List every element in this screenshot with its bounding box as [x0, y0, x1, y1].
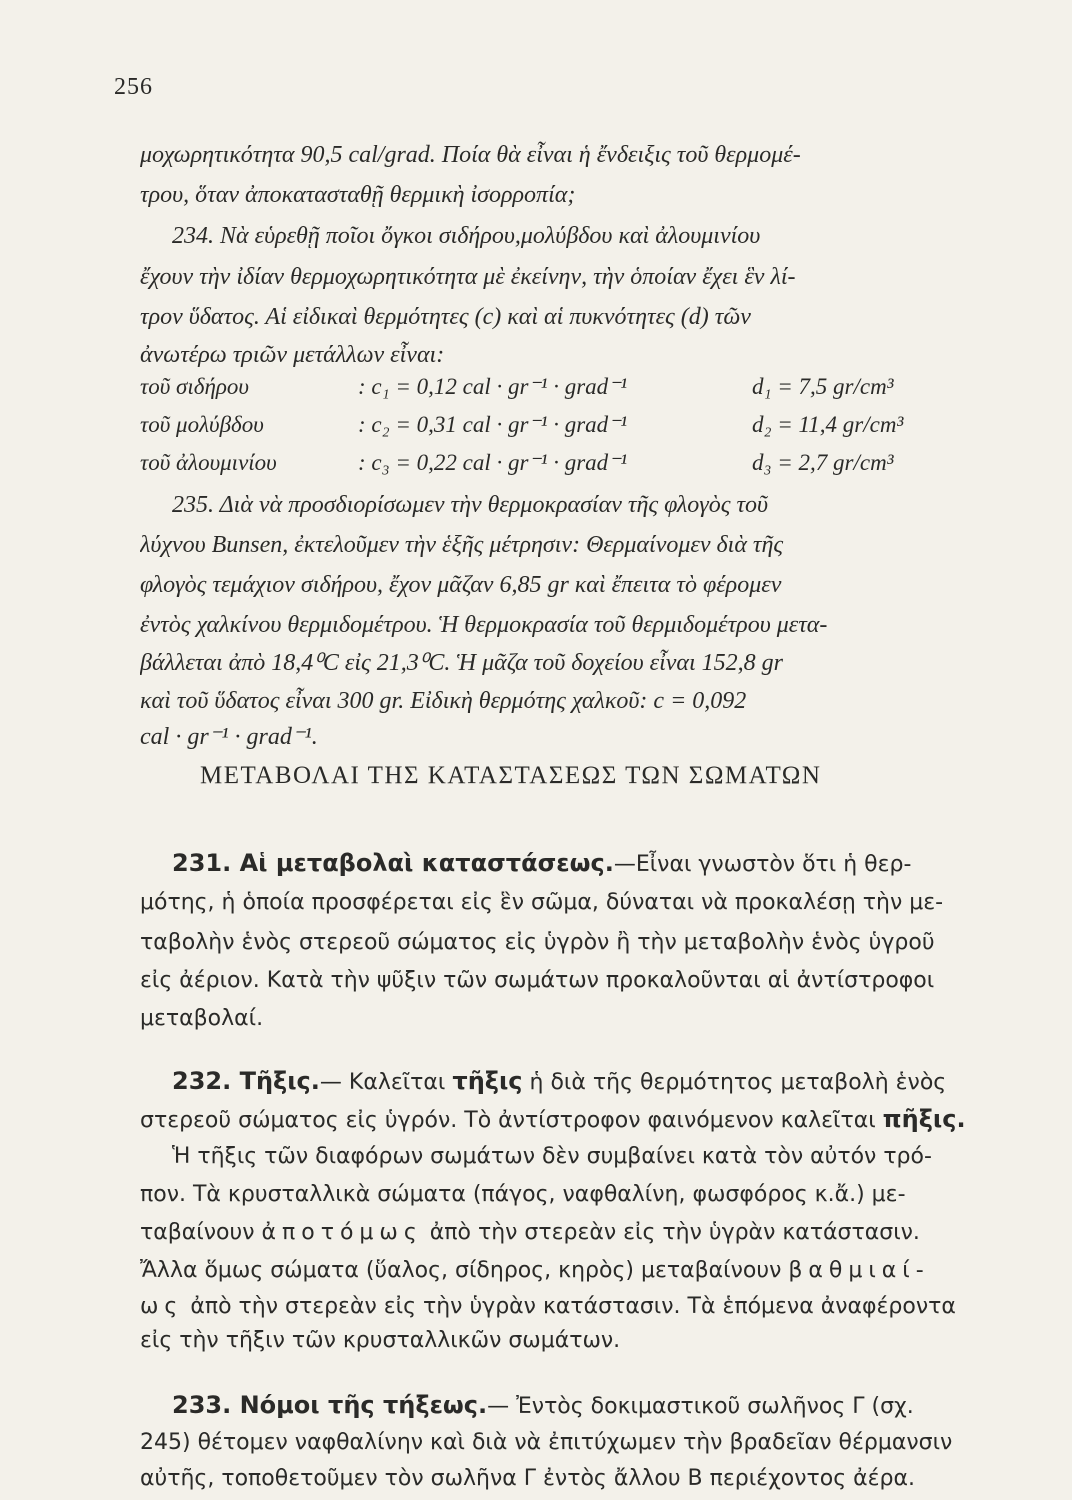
section-line: ταβαίνουν ἀποτόμως ἀπὸ τὴν στερεὰν εἰς τὴν ὑγρὰν κατάστασιν.: [140, 1220, 920, 1245]
section-233-first-line: 233. Νόμοι τῆς τήξεως.— Ἐντὸς δοκιμαστικοῦ σωλῆνος Γ (σχ.: [172, 1391, 914, 1419]
section-line: μότης, ἡ ὁποία προσφέρεται εἰς ἓν σῶμα, δύναται νὰ προκαλέσῃ τὴν με-: [140, 890, 944, 915]
section-231-first-line: [172, 848, 1030, 880]
page-number: 256: [114, 74, 153, 100]
problem-line: ἀνωτέρω τριῶν μετάλλων εἶναι:: [140, 342, 445, 368]
problem-line: βάλλεται ἀπὸ 18,4⁰C εἰς 21,3⁰C. Ἡ μᾶζα τοῦ δοχείου εἶναι 152,8 gr: [140, 650, 784, 676]
problem-235-start: 235. Διὰ νὰ προσδιορίσωμεν τὴν θερμοκρασίαν τῆς φλογὸς τοῦ: [172, 492, 769, 518]
problem-line: ἐντὸς χαλκίνου θερμιδομέτρου. Ἡ θερμοκρασία τοῦ θερμιδομέτρου μετα-: [140, 612, 828, 638]
problem-line: τρον ὕδατος. Αἱ εἰδικαὶ θερμότητες (c) καὶ αἱ πυκνότητες (d) τῶν: [140, 304, 751, 330]
metal-name: τοῦ μολύβδου: [140, 412, 264, 437]
section-232-title: 232. Τῆξις.: [172, 1067, 320, 1095]
problem-line: καὶ τοῦ ὕδατος εἶναι 300 gr. Εἰδικὴ θερμότης χαλκοῦ: c = 0,092: [140, 688, 747, 714]
section-233-title: 233. Νόμοι τῆς τήξεως.: [172, 1391, 488, 1419]
section-231-text: —Εἶναι γνωστὸν ὅτι ἡ θερ-: [613, 852, 912, 877]
problem-line: μοχωρητικότητα 90,5 cal/grad. Ποία θὰ εἶναι ἡ ἔνδειξις τοῦ θερμομέ-: [140, 142, 801, 168]
term-pixis: πῆξις.: [882, 1105, 966, 1133]
metal-density: d₂ = 11,4 gr/cm³: [752, 412, 904, 437]
problem-line: cal · gr⁻¹ · grad⁻¹.: [140, 724, 318, 750]
problem-234-start: 234. Νὰ εὑρεθῇ ποῖοι ὄγκοι σιδήρου,μολύβδου καὶ ἀλουμινίου: [172, 223, 761, 249]
section-line: ως ἀπὸ τὴν στερεὰν εἰς τὴν ὑγρὰν κατάστασιν. Τὰ ἑπόμενα ἀναφέροντα: [140, 1294, 956, 1319]
section-line: πον. Τὰ κρυσταλλικὰ σώματα (πάγος, ναφθαλίνη, φωσφόρος κ.ἄ.) με-: [140, 1182, 906, 1207]
section-line: στερεοῦ σώματος εἰς ὑγρόν. Τὸ ἀντίστροφον φαινόμενον καλεῖται πῆξις.: [140, 1105, 966, 1133]
metal-row: [140, 372, 1020, 402]
chapter-heading: ΜΕΤΑΒΟΛΑΙ ΤΗΣ ΚΑΤΑΣΤΑΣΕΩΣ ΤΩΝ ΣΩΜΑΤΩΝ: [200, 762, 822, 789]
metal-name: τοῦ σιδήρου: [140, 374, 249, 399]
metal-row: [140, 410, 1020, 440]
metal-density: d₁ = 7,5 gr/cm³: [752, 374, 894, 399]
section-line: 245) θέτομεν ναφθαλίνην καὶ διὰ νὰ ἐπιτύχωμεν τὴν βραδεῖαν θέρμανσιν: [140, 1430, 953, 1455]
problem-line: τρου, ὅταν ἀποκατασταθῇ θερμικὴ ἰσορροπία;: [140, 182, 576, 208]
metal-specific-heat: : c₃ = 0,22 cal · gr⁻¹ · grad⁻¹: [358, 450, 628, 475]
problem-line: φλογὸς τεμάχιον σιδήρου, ἔχον μᾶζαν 6,85 gr καὶ ἔπειτα τὸ φέρομεν: [140, 572, 782, 598]
metal-row: [140, 448, 1020, 478]
section-line: εἰς ἀέριον. Κατὰ τὴν ψῦξιν τῶν σωμάτων προκαλοῦνται αἱ ἀντίστροφοι: [140, 968, 935, 993]
section-232-first-line: 232. Τῆξις.— Καλεῖται τῆξις ἡ διὰ τῆς θερμότητος μεταβολὴ ἑνὸς: [172, 1067, 947, 1095]
problem-line: ἔχουν τὴν ἰδίαν θερμοχωρητικότητα μὲ ἐκείνην, τὴν ὁποίαν ἔχει ἓν λί-: [140, 264, 796, 290]
term-tixis: τῆξις: [452, 1067, 523, 1095]
problem-line: λύχνου Bunsen, ἐκτελοῦμεν τὴν ἑξῆς μέτρησιν: Θερμαίνομεν διὰ τῆς: [140, 532, 784, 558]
metal-specific-heat: : c₁ = 0,12 cal · gr⁻¹ · grad⁻¹: [358, 374, 628, 399]
section-line: μεταβολαί.: [140, 1006, 264, 1031]
section-line: ταβολὴν ἑνὸς στερεοῦ σώματος εἰς ὑγρὸν ἢ τὴν μεταβολὴν ἑνὸς ὑγροῦ: [140, 930, 935, 955]
emphasis-vathmiaios: βαθμιαί-: [788, 1258, 930, 1283]
metal-name: τοῦ ἀλουμινίου: [140, 450, 277, 475]
metal-specific-heat: : c₂ = 0,31 cal · gr⁻¹ · grad⁻¹: [358, 412, 628, 437]
section-line: Ἡ τῆξις τῶν διαφόρων σωμάτων δὲν συμβαίνει κατὰ τὸν αὐτόν τρό-: [172, 1144, 932, 1169]
section-line: Ἄλλα ὅμως σώματα (ὕαλος, σίδηρος, κηρὸς) μεταβαίνουν βαθμιαί-: [140, 1258, 930, 1283]
emphasis-apotomos: ἀποτόμως: [261, 1220, 423, 1245]
section-line: εἰς τὴν τῆξιν τῶν κρυσταλλικῶν σωμάτων.: [140, 1328, 621, 1353]
section-line: αὐτῆς, τοποθετοῦμεν τὸν σωλῆνα Γ ἐντὸς ἄλλου Β περιέχοντος ἀέρα.: [140, 1466, 915, 1491]
metal-density: d₃ = 2,7 gr/cm³: [752, 450, 894, 475]
section-231-title: 231. Αἱ μεταβολαὶ καταστάσεως.: [172, 849, 614, 877]
